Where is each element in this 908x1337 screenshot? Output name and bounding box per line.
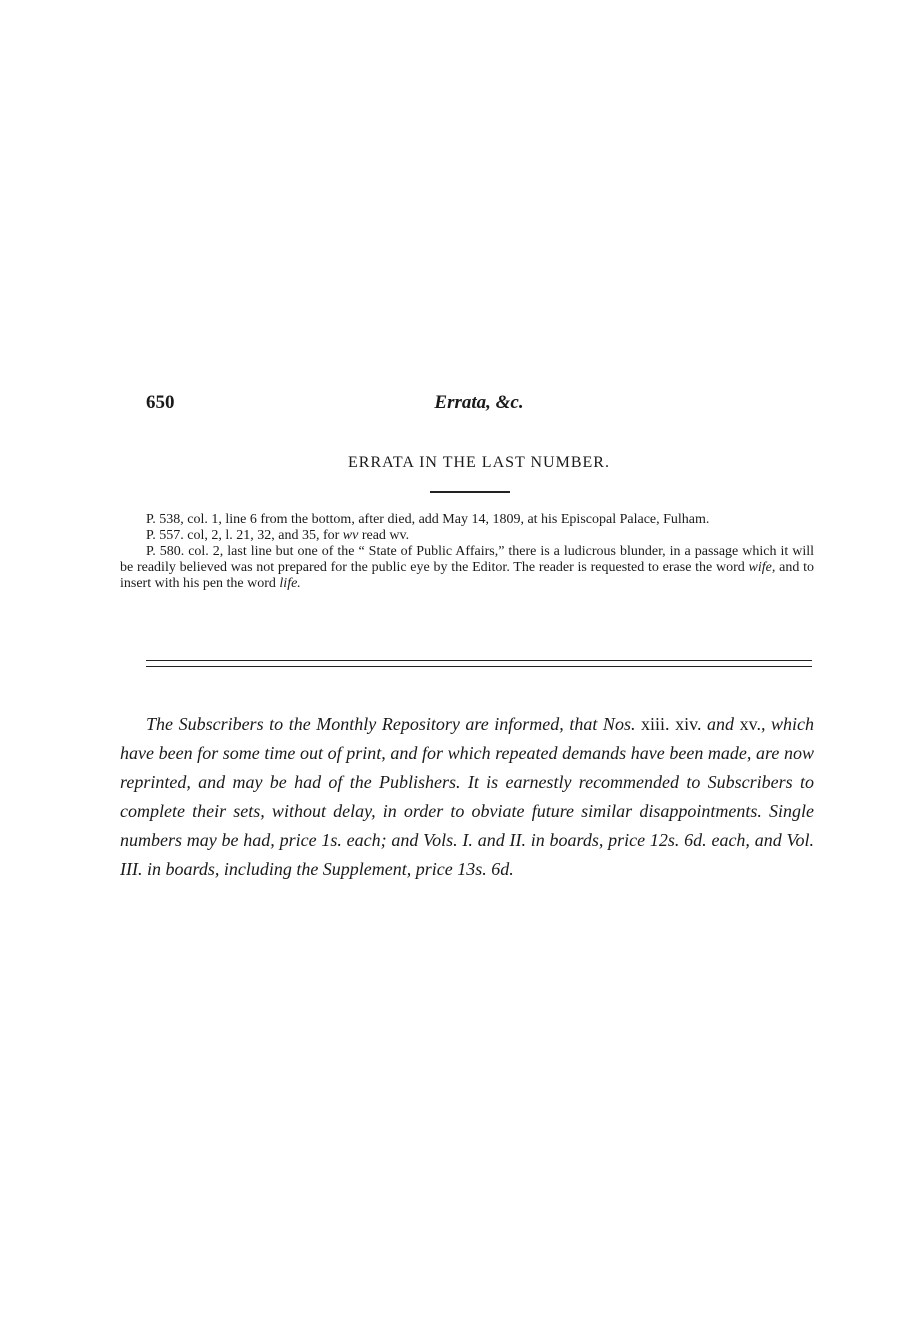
section-rule (146, 660, 812, 661)
errata-entry-text: read wv. (358, 528, 410, 543)
page-number: 650 (146, 392, 175, 413)
errata-entry (120, 544, 814, 592)
errata-entry-emphasis: life. (279, 576, 301, 591)
errata-entry-text: and to insert with his pen the word (120, 560, 814, 591)
short-rule (430, 491, 510, 493)
errata-list (120, 512, 814, 592)
errata-entry-text: P. 580. col. 2, last line but one of the “ State of Public Affairs,” there is a ludicrous blunder, in a passage which it will be readily believed was not prepared for the public eye by the Editor. The reader is requested to erase the word (120, 544, 814, 575)
errata-entry (120, 528, 814, 544)
errata-entry (120, 512, 814, 528)
errata-entry-text: P. 538, col. 1, line 6 from the bottom, after died, add May 14, 1809, at his Episcopal Palace, Fulham. (146, 512, 710, 527)
running-title: Errata, &c. (434, 392, 524, 413)
errata-entry-emphasis: wv (342, 528, 359, 543)
notice-numbers: xv. (739, 714, 761, 734)
errata-entry-text: P. 557. col, 2, l. 21, 32, and 35, for (146, 528, 343, 543)
notice-text: , which have been for some time out of print, and for which repeated demands have been made, are now reprinted, and may be had of the Publishers. It is earnestly recommended to Subscribers to complete their sets, without delay, in order to obviate future similar disappointments. Single numbers may be had, price 1s. each; and Vols. I. and II. in boards, price 12s. 6d. each, and Vol. III. in boards, including the Supplement, price 13s. 6d. (120, 714, 815, 879)
notice-numbers: xiii. xiv. (641, 714, 702, 734)
notice-text: and (701, 714, 740, 734)
running-head (146, 392, 812, 416)
section-rule (146, 666, 812, 667)
notice-text: The Subscribers to the Monthly Repository are informed, that Nos. (146, 714, 642, 734)
errata-entry-emphasis: wife, (748, 560, 776, 575)
errata-heading: ERRATA IN THE LAST NUMBER. (348, 454, 610, 471)
subscriber-notice (120, 710, 814, 884)
